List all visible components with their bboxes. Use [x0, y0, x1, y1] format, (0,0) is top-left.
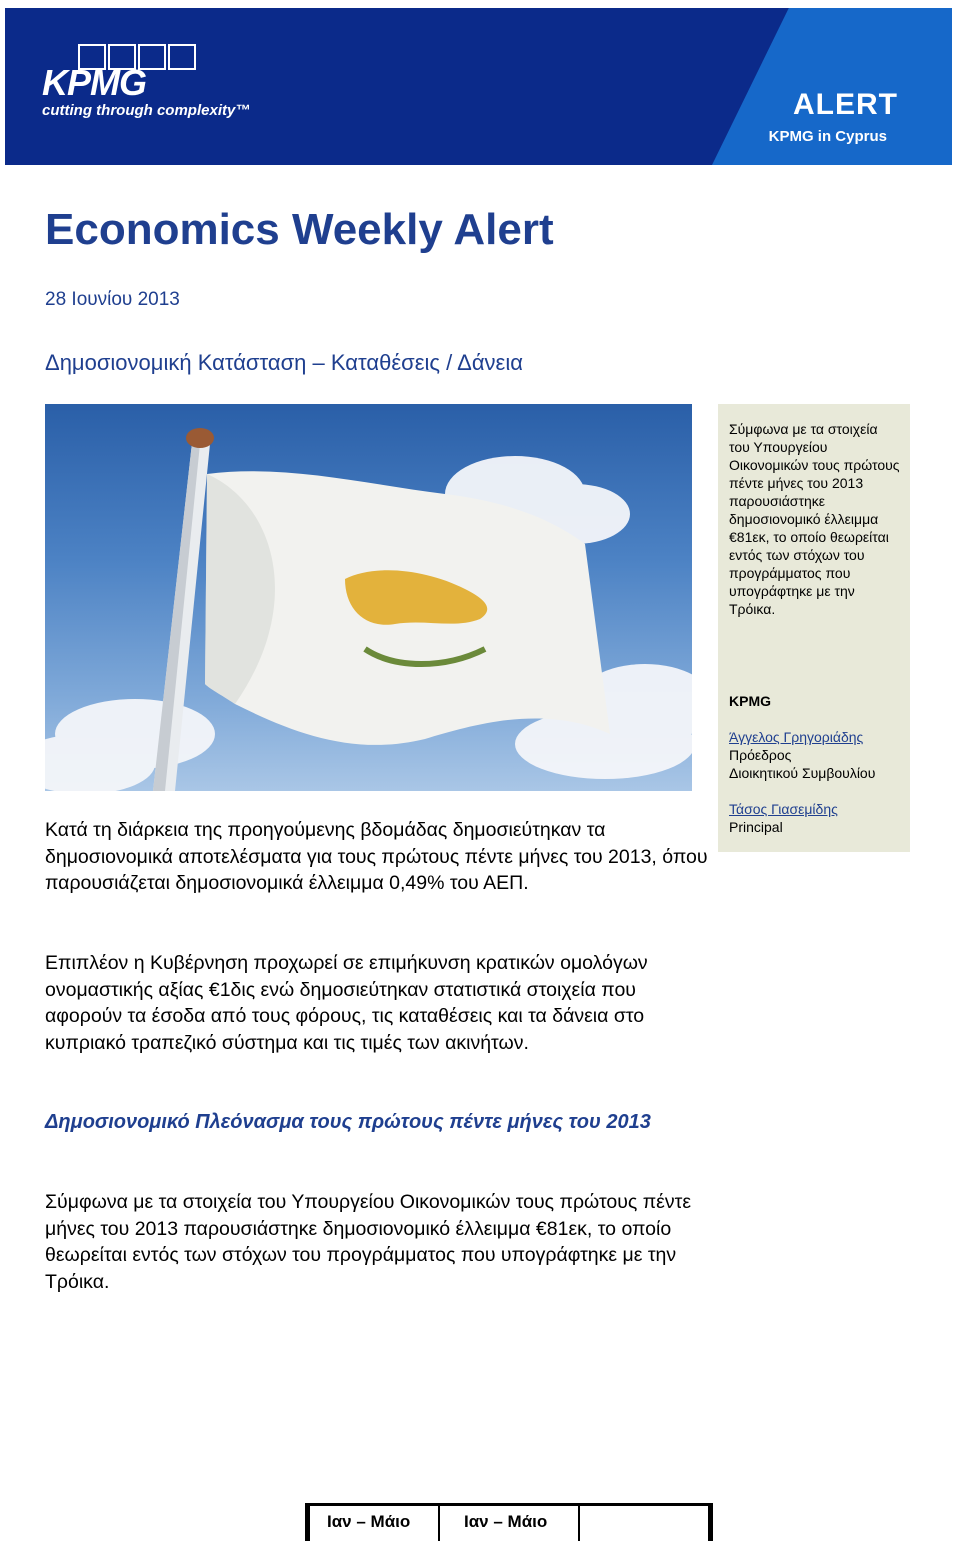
contact-2	[729, 800, 838, 836]
publication-date: 28 Ιουνίου 2013	[45, 289, 180, 310]
kpmg-logo	[40, 40, 280, 130]
sidebar-summary-text: Σύμφωνα με τα στοιχεία του Υπουργείου Οικονομικών τους πρώτους πέντε μήνες του 2013 παρουσιάστηκε δημοσιονομικό έλλειμμα €81εκ, το οποίο θεωρείται εντός των στόχων του προγράμματος που υπογράφτηκε με την Τρόικα.	[729, 421, 900, 617]
sidebar-summary	[718, 404, 910, 852]
page-title: Economics Weekly Alert	[45, 205, 554, 254]
kpmg-tagline: cutting through complexity™	[42, 102, 251, 119]
contact-1	[729, 728, 875, 782]
alert-sublabel: KPMG in Cyprus	[768, 128, 887, 145]
contact-1-role: Πρόεδρος	[729, 747, 792, 763]
table-header-cell-1: Ιαν – Μάιο	[310, 1506, 440, 1541]
section-heading: Δημοσιονομική Κατάσταση – Καταθέσεις / Δάνεια	[45, 350, 523, 375]
data-table-header	[305, 1503, 713, 1541]
paragraph-details: Επιπλέον η Κυβέρνηση προχωρεί σε επιμήκυνση κρατικών ομολόγων ονομαστικής αξίας €1δις ενώ δημοσιεύτηκαν στατιστικά στοιχεία που αφορούν τα έσοδα από τους φόρους, τις καταθέσεις και τα δάνεια στο κυπριακό τραπεζικό σύστημα και τις τιμές των ακινήτων.	[45, 952, 648, 1054]
contact-2-name-link[interactable]: Τάσος Γιασεμίδης	[729, 801, 838, 817]
subsection-heading: Δημοσιονομικό Πλεόνασμα τους πρώτους πέντε μήνες του 2013	[45, 1111, 651, 1133]
contact-1-name-link[interactable]: Άγγελος Γρηγοριάδης	[729, 729, 864, 745]
contact-2-role: Principal	[729, 819, 783, 835]
kpmg-logo-word: KPMG	[42, 62, 146, 103]
sidebar-org: KPMG	[729, 693, 771, 709]
paragraph-deficit: Σύμφωνα με τα στοιχεία του Υπουργείου Οικονομικών τους πρώτους πέντε μήνες του 2013 παρουσιάστηκε δημοσιονομικό έλλειμμα €81εκ, το οποίο θεωρείται εντός των στόχων του προγράμματος που υπογράφτηκε με την Τρόικα.	[45, 1191, 692, 1293]
flag-illustration	[45, 404, 692, 791]
cyprus-flag-photo	[45, 404, 692, 791]
paragraph-intro: Κατά τη διάρκεια της προηγούμενης βδομάδας δημοσιεύτηκαν τα δημοσιονομικά αποτελέσματα για τους πρώτους πέντε μήνες του 2013, όπου παρουσιάζεται δημοσιονομικά έλλειμμα 0,49% του ΑΕΠ.	[45, 819, 708, 894]
contact-1-role-2: Διοικητικού Συμβουλίου	[729, 765, 876, 781]
alert-label: ALERT	[793, 88, 898, 121]
table-header-cell-2: Ιαν – Μάιο	[440, 1506, 580, 1541]
